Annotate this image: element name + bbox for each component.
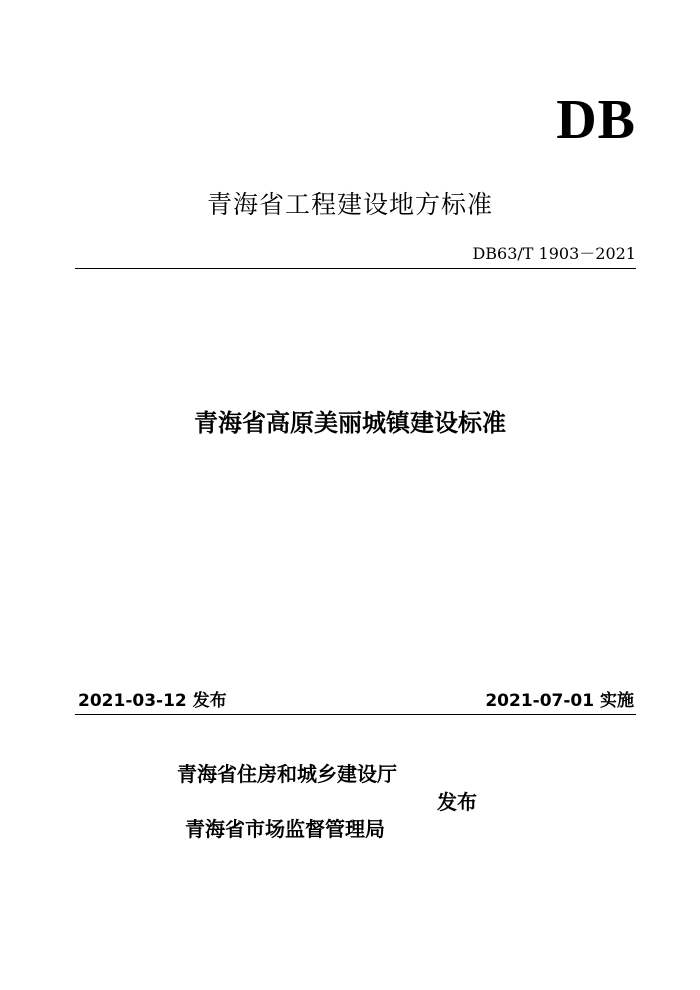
header-divider [75, 268, 636, 269]
standard-category: 青海省工程建设地方标准 [206, 190, 493, 219]
issuing-agency-market-supervision: 青海省市场监督管理局 [185, 817, 385, 841]
standard-series-code: DB [556, 89, 636, 151]
issuing-agency-housing: 青海省住房和城乡建设厅 [177, 762, 397, 786]
effective-date: 2021-07-01 实施 [485, 691, 634, 711]
publish-label: 发布 [437, 790, 477, 814]
dates-divider [75, 714, 636, 715]
issue-date: 2021-03-12 发布 [78, 691, 227, 711]
standard-number: DB63/T 1903－2021 [472, 244, 636, 263]
document-title: 青海省高原美丽城镇建设标准 [194, 409, 506, 437]
